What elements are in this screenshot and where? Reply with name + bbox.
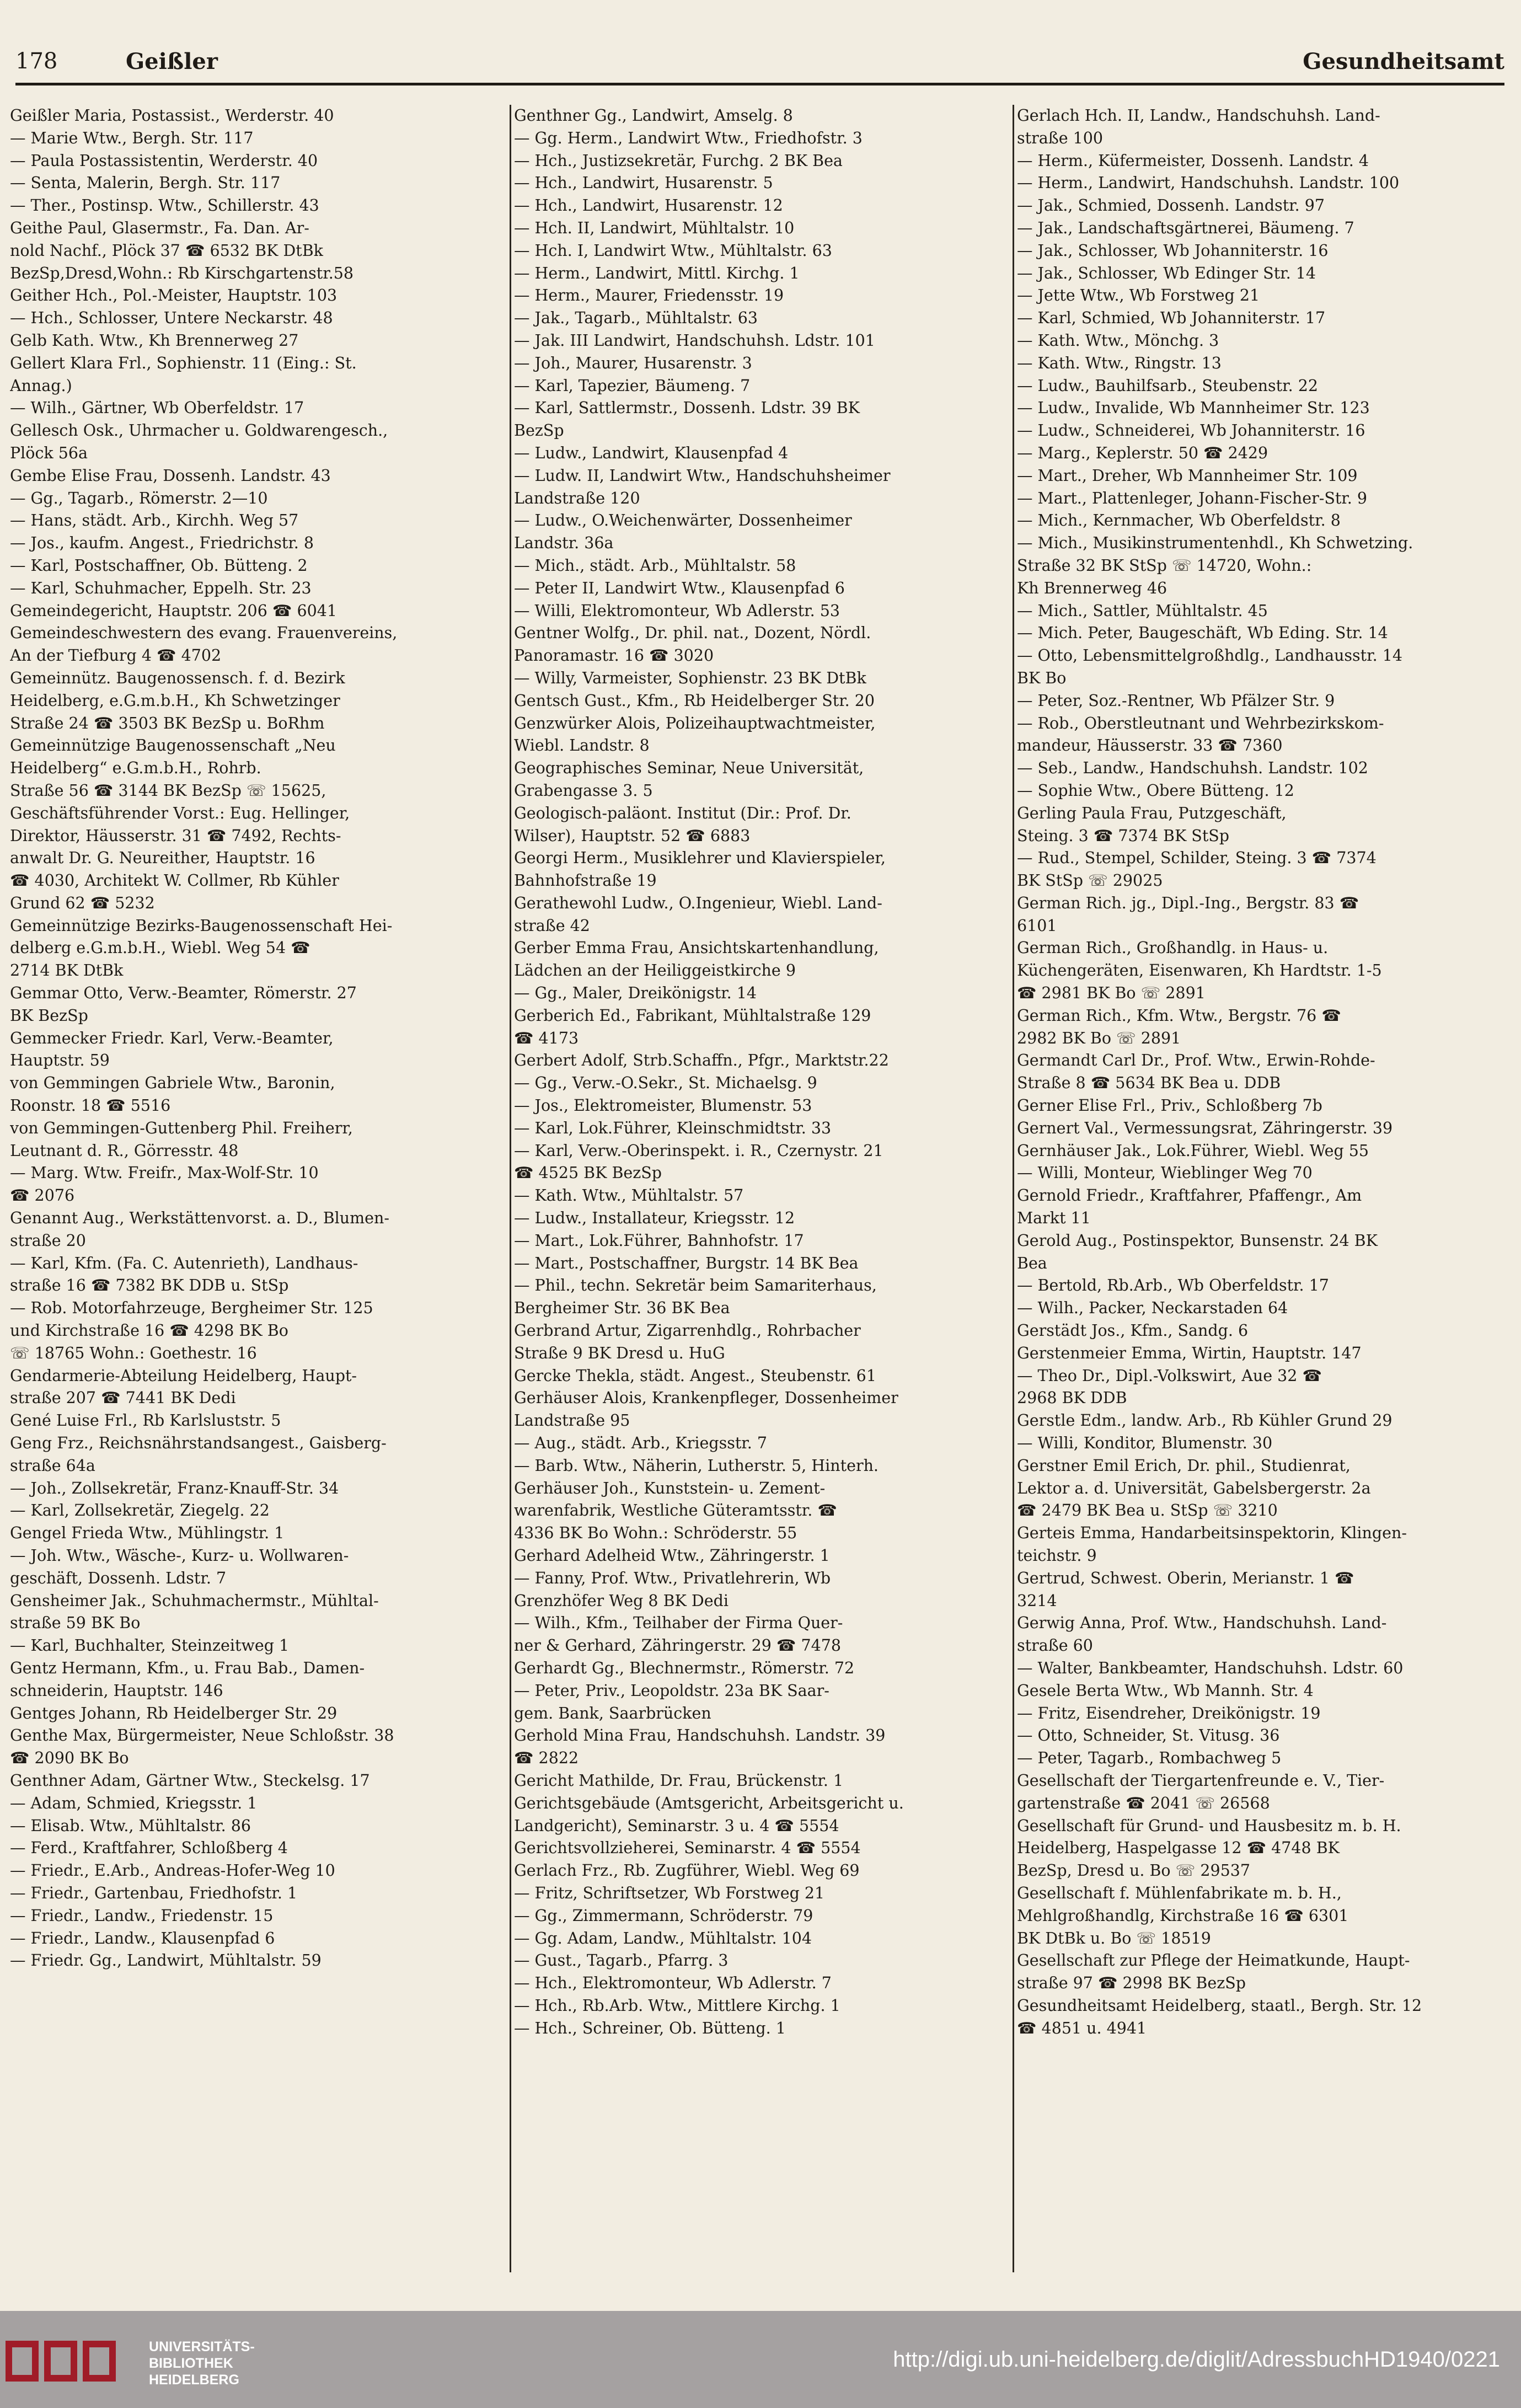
directory-entry-line: — Barb. Wtw., Näherin, Lutherstr. 5, Hinterh. bbox=[514, 1456, 879, 1475]
directory-entry-line: Gernert Val., Vermessungsrat, Zähringerstr. 39 bbox=[1017, 1119, 1393, 1137]
directory-entry-line: — Adam, Schmied, Kriegsstr. 1 bbox=[10, 1794, 258, 1812]
directory-entry-line: — Wilh., Kfm., Teilhaber der Firma Quer- bbox=[514, 1614, 843, 1633]
directory-entry-line: — Gg. Adam, Landw., Mühltalstr. 104 bbox=[514, 1929, 812, 1947]
directory-entry-line: — Friedr., Gartenbau, Friedhofstr. 1 bbox=[10, 1883, 298, 1902]
directory-entry-line: — Jak., Schlosser, Wb Edinger Str. 14 bbox=[1017, 264, 1316, 282]
directory-entry-line: — Hch., Landwirt, Husarenstr. 12 bbox=[514, 196, 783, 215]
directory-entry-line: straße 16 ☎ 7382 BK DDB u. StSp bbox=[10, 1276, 289, 1295]
directory-entry-line: ☏ 18765 Wohn.: Goethestr. 16 bbox=[10, 1344, 257, 1362]
directory-entry-line: straße 20 bbox=[10, 1231, 86, 1250]
directory-entry-line: Grenzhöfer Weg 8 BK Dedi bbox=[514, 1591, 729, 1610]
directory-entry-line: Gerteis Emma, Handarbeitsinspektorin, Klingen- bbox=[1017, 1524, 1407, 1543]
directory-entry-line: von Gemmingen Gabriele Wtw., Baronin, bbox=[10, 1074, 335, 1093]
directory-entry-line: Panoramastr. 16 ☎ 3020 bbox=[514, 646, 714, 665]
directory-entry-line: — Jos., kaufm. Angest., Friedrichstr. 8 bbox=[10, 534, 314, 553]
directory-entry-line: Heidelberg“ e.G.m.b.H., Rohrb. bbox=[10, 759, 261, 778]
directory-entry-line: — Peter, Soz.-Rentner, Wb Pfälzer Str. 9 bbox=[1017, 691, 1335, 710]
directory-entry-line: — Peter, Priv., Leopoldstr. 23a BK Saar- bbox=[514, 1681, 829, 1700]
directory-entry-line: ☎ 2090 BK Bo bbox=[10, 1749, 129, 1768]
directory-entry-line: Geng Frz., Reichsnährstandsangest., Gaisberg- bbox=[10, 1434, 387, 1453]
directory-entry-line: Gengel Frieda Wtw., Mühlingstr. 1 bbox=[10, 1524, 285, 1543]
directory-entry-line: Gertrud, Schwest. Oberin, Merianstr. 1 ☎ bbox=[1017, 1569, 1354, 1587]
directory-entry-line: — Karl, Tapezier, Bäumeng. 7 bbox=[514, 376, 751, 395]
directory-entry-line: Straße 9 BK Dresd u. HuG bbox=[514, 1344, 725, 1362]
directory-entry-line: — Hans, städt. Arb., Kirchh. Weg 57 bbox=[10, 511, 299, 530]
directory-entry-line: Gensheimer Jak., Schuhmachermstr., Mühltal- bbox=[10, 1591, 379, 1610]
directory-entry-line: — Karl, Buchhalter, Steinzeitweg 1 bbox=[10, 1636, 290, 1655]
directory-entry-line: Gerstenmeier Emma, Wirtin, Hauptstr. 147 bbox=[1017, 1344, 1362, 1362]
directory-entry-line: — Jak. III Landwirt, Handschuhsh. Ldstr. 101 bbox=[514, 331, 875, 350]
directory-entry-line: Bergheimer Str. 36 BK Bea bbox=[514, 1299, 730, 1318]
directory-entry-line: Straße 24 ☎ 3503 BK BezSp u. BoRhm bbox=[10, 714, 325, 732]
directory-entry-line: BK DtBk u. Bo ☏ 18519 bbox=[1017, 1929, 1211, 1947]
directory-entry-line: — Mart., Lok.Führer, Bahnhofstr. 17 bbox=[514, 1231, 804, 1250]
directory-entry-line: — Friedr., Landw., Klausenpfad 6 bbox=[10, 1929, 275, 1947]
directory-entry-line: Bahnhofstraße 19 bbox=[514, 871, 657, 890]
directory-entry-line: Heidelberg, e.G.m.b.H., Kh Schwetzinger bbox=[10, 691, 340, 710]
directory-entry-line: — Willi, Konditor, Blumenstr. 30 bbox=[1017, 1434, 1273, 1453]
directory-entry-line: 6101 bbox=[1017, 916, 1057, 935]
directory-entry-line: straße 97 ☎ 2998 BK BezSp bbox=[1017, 1974, 1246, 1993]
directory-entry-line: Gercke Thekla, städt. Angest., Steubenstr. 61 bbox=[514, 1366, 876, 1385]
entry-list-3 bbox=[1017, 105, 1513, 2040]
directory-entry-line: — Hch., Landwirt, Husarenstr. 5 bbox=[514, 174, 773, 192]
directory-entry-line: — Karl, Lok.Führer, Kleinschmidtstr. 33 bbox=[514, 1119, 832, 1137]
directory-entry-line: — Ludw., Invalide, Wb Mannheimer Str. 123 bbox=[1017, 399, 1370, 418]
directory-entry-line: — Karl, Postschaffner, Ob. Bütteng. 2 bbox=[10, 556, 308, 575]
footer-band bbox=[0, 2311, 1521, 2408]
directory-entry-line: — Karl, Zollsekretär, Ziegelg. 22 bbox=[10, 1501, 270, 1520]
entry-list-1 bbox=[10, 105, 506, 1972]
logo-line: BIBLIOTHEK bbox=[149, 2356, 233, 2371]
directory-entry-line: Mehlgroßhandlg, Kirchstraße 16 ☎ 6301 bbox=[1017, 1906, 1349, 1925]
directory-entry-line: — Hch. II, Landwirt, Mühltalstr. 10 bbox=[514, 218, 795, 237]
directory-entry-line: Gerichtsvollzieherei, Seminarstr. 4 ☎ 5554 bbox=[514, 1839, 861, 1858]
directory-entry-line: — Ther., Postinsp. Wtw., Schillerstr. 43 bbox=[10, 196, 319, 215]
directory-entry-line: Gerber Emma Frau, Ansichtskartenhandlung, bbox=[514, 939, 879, 957]
directory-entry-line: — Ludw. II, Landwirt Wtw., Handschuhsheimer bbox=[514, 466, 891, 485]
directory-entry-line: Gembe Elise Frau, Dossenh. Landstr. 43 bbox=[10, 466, 331, 485]
directory-entry-line: straße 60 bbox=[1017, 1636, 1093, 1655]
directory-entry-line: Gentner Wolfg., Dr. phil. nat., Dozent, Nördl. bbox=[514, 624, 871, 643]
directory-entry-line: Küchengeräten, Eisenwaren, Kh Hardtstr. 1-5 bbox=[1017, 961, 1382, 980]
directory-entry-line: Gentz Hermann, Kfm., u. Frau Bab., Damen- bbox=[10, 1658, 365, 1677]
directory-entry-line: — Wilh., Packer, Neckarstaden 64 bbox=[1017, 1299, 1288, 1318]
directory-entry-line: und Kirchstraße 16 ☎ 4298 BK Bo bbox=[10, 1321, 288, 1340]
directory-entry-line: — Mich., Musikinstrumentenhdl., Kh Schwetzing. bbox=[1017, 534, 1413, 553]
directory-entry-line: Germandt Carl Dr., Prof. Wtw., Erwin-Rohde- bbox=[1017, 1051, 1375, 1070]
directory-entry-line: Gerhold Mina Frau, Handschuhsh. Landstr. 39 bbox=[514, 1726, 886, 1745]
directory-entry-line: — Joh. Wtw., Wäsche-, Kurz- u. Wollwaren- bbox=[10, 1547, 349, 1565]
directory-entry-line: — Theo Dr., Dipl.-Volkswirt, Aue 32 ☎ bbox=[1017, 1366, 1322, 1385]
directory-entry-line: Gemeindegericht, Hauptstr. 206 ☎ 6041 bbox=[10, 601, 337, 620]
directory-entry-line: 2714 BK DtBk bbox=[10, 961, 124, 980]
directory-entry-line: Annag.) bbox=[10, 376, 72, 395]
directory-entry-line: Gerhardt Gg., Blechnermstr., Römerstr. 72 bbox=[514, 1658, 855, 1677]
directory-entry-line: ☎ 2981 BK Bo ☏ 2891 bbox=[1017, 984, 1206, 1003]
directory-entry-line: ☎ 4851 u. 4941 bbox=[1017, 2019, 1147, 2037]
page-number: 178 bbox=[15, 49, 58, 74]
directory-entry-line: — Rud., Stempel, Schilder, Steing. 3 ☎ 7374 bbox=[1017, 849, 1377, 868]
directory-entry-line: 3214 bbox=[1017, 1591, 1057, 1610]
directory-entry-line: Gendarmerie-Abteilung Heidelberg, Haupt- bbox=[10, 1366, 357, 1385]
directory-entry-line: straße 207 ☎ 7441 BK Dedi bbox=[10, 1389, 236, 1408]
directory-entry-line: Gerner Elise Frl., Priv., Schloßberg 7b bbox=[1017, 1096, 1322, 1115]
directory-entry-line: Gemeinnützige Bezirks-Baugenossenschaft Hei- bbox=[10, 916, 393, 935]
directory-entry-line: — Willi, Elektromonteur, Wb Adlerstr. 53 bbox=[514, 601, 840, 620]
directory-entry-line: — Hch., Rb.Arb. Wtw., Mittlere Kirchg. 1 bbox=[514, 1996, 840, 2015]
directory-entry-line: — Seb., Landw., Handschuhsh. Landstr. 102 bbox=[1017, 759, 1368, 778]
directory-entry-line: An der Tiefburg 4 ☎ 4702 bbox=[10, 646, 222, 665]
logo-text bbox=[149, 2339, 255, 2388]
directory-entry-line: — Otto, Schneider, St. Vitusg. 36 bbox=[1017, 1726, 1280, 1745]
directory-entry-line: ☎ 4173 bbox=[514, 1029, 579, 1047]
directory-entry-line: ☎ 4525 BK BezSp bbox=[514, 1164, 662, 1182]
directory-entry-line: Grabengasse 3. 5 bbox=[514, 781, 653, 800]
directory-entry-line: — Mart., Plattenleger, Johann-Fischer-Str. 9 bbox=[1017, 489, 1368, 507]
directory-entry-line: Geißler Maria, Postassist., Werderstr. 40 bbox=[10, 106, 334, 125]
directory-entry-line: — Herm., Landwirt, Mittl. Kirchg. 1 bbox=[514, 264, 800, 282]
directory-entry-line: Gerstle Edm., landw. Arb., Rb Kühler Grund 29 bbox=[1017, 1411, 1393, 1430]
directory-entry-line: Gentges Johann, Rb Heidelberger Str. 29 bbox=[10, 1704, 338, 1722]
directory-entry-line: — Phil., techn. Sekretär beim Samariterhaus, bbox=[514, 1276, 877, 1295]
page-header bbox=[15, 49, 1504, 82]
directory-entry-line: Gernold Friedr., Kraftfahrer, Pfaffengr., Am bbox=[1017, 1186, 1362, 1205]
directory-entry-line: Steing. 3 ☎ 7374 BK StSp bbox=[1017, 826, 1230, 845]
directory-entry-line: — Friedr. Gg., Landwirt, Mühltalstr. 59 bbox=[10, 1951, 322, 1970]
directory-entry-line: Geithe Paul, Glasermstr., Fa. Dan. Ar- bbox=[10, 218, 309, 237]
directory-entry-line: Geographisches Seminar, Neue Universität, bbox=[514, 759, 864, 778]
directory-entry-line: Gericht Mathilde, Dr. Frau, Brückenstr. 1 bbox=[514, 1771, 844, 1790]
directory-entry-line: von Gemmingen-Guttenberg Phil. Freiherr, bbox=[10, 1119, 353, 1137]
directory-entry-line: — Friedr., E.Arb., Andreas-Hofer-Weg 10 bbox=[10, 1861, 335, 1880]
directory-entry-line: — Mich., städt. Arb., Mühltalstr. 58 bbox=[514, 556, 796, 575]
directory-entry-line: 4336 BK Bo Wohn.: Schröderstr. 55 bbox=[514, 1524, 797, 1543]
directory-entry-line: Gerold Aug., Postinspektor, Bunsenstr. 24 BK bbox=[1017, 1231, 1378, 1250]
directory-entry-line: Gemeinnütz. Baugenossensch. f. d. Bezirk bbox=[10, 668, 345, 687]
directory-entry-line: — Mich., Sattler, Mühltalstr. 45 bbox=[1017, 601, 1268, 620]
directory-entry-line: Direktor, Häusserstr. 31 ☎ 7492, Rechts- bbox=[10, 826, 341, 845]
directory-entry-line: Gesundheitsamt Heidelberg, staatl., Bergh. Str. 12 bbox=[1017, 1996, 1422, 2015]
directory-entry-line: straße 64a bbox=[10, 1456, 95, 1475]
directory-entry-line: — Hch., Schreiner, Ob. Bütteng. 1 bbox=[514, 2019, 786, 2037]
directory-entry-line: Gesele Berta Wtw., Wb Mannh. Str. 4 bbox=[1017, 1681, 1314, 1700]
directory-entry-line: BK Bo bbox=[1017, 668, 1067, 687]
directory-entry-line: — Senta, Malerin, Bergh. Str. 117 bbox=[10, 174, 281, 192]
entry-list-2 bbox=[514, 105, 1009, 2040]
directory-entry-line: Landstr. 36a bbox=[514, 534, 614, 553]
directory-entry-line: — Kath. Wtw., Mönchg. 3 bbox=[1017, 331, 1219, 350]
library-logo-icon bbox=[6, 2336, 138, 2386]
directory-entry-line: ☎ 2076 bbox=[10, 1186, 75, 1205]
directory-entry-line: — Paula Postassistentin, Werderstr. 40 bbox=[10, 151, 318, 170]
directory-entry-line: — Karl, Verw.-Oberinspekt. i. R., Czernystr. 21 bbox=[514, 1141, 883, 1160]
directory-entry-line: delberg e.G.m.b.H., Wiebl. Weg 54 ☎ bbox=[10, 939, 310, 957]
logo-line: HEIDELBERG bbox=[149, 2372, 239, 2388]
directory-entry-line: BK StSp ☏ 29025 bbox=[1017, 871, 1163, 890]
directory-entry-line: — Rob., Oberstleutnant und Wehrbezirkskom- bbox=[1017, 714, 1384, 732]
directory-entry-line: Grund 62 ☎ 5232 bbox=[10, 893, 155, 912]
directory-entry-line: — Sophie Wtw., Obere Bütteng. 12 bbox=[1017, 781, 1294, 800]
directory-entry-line: BezSp,Dresd,Wohn.: Rb Kirschgartenstr.58 bbox=[10, 264, 354, 282]
directory-entry-line: — Jak., Schmied, Dossenh. Landstr. 97 bbox=[1017, 196, 1325, 215]
directory-entry-line: — Ludw., Landwirt, Klausenpfad 4 bbox=[514, 443, 789, 462]
directory-entry-line: Gesellschaft zur Pflege der Heimatkunde, Haupt- bbox=[1017, 1951, 1410, 1970]
directory-entry-line: Plöck 56a bbox=[10, 443, 88, 462]
directory-entry-line: straße 100 bbox=[1017, 129, 1104, 147]
directory-entry-line: Gerstner Emil Erich, Dr. phil., Studienrat, bbox=[1017, 1456, 1351, 1475]
directory-entry-line: — Willi, Monteur, Wieblinger Weg 70 bbox=[1017, 1164, 1313, 1182]
directory-entry-line: German Rich., Kfm. Wtw., Bergstr. 76 ☎ bbox=[1017, 1006, 1341, 1025]
directory-entry-line: — Mich., Kernmacher, Wb Oberfeldstr. 8 bbox=[1017, 511, 1341, 530]
directory-entry-line: Gerling Paula Frau, Putzgeschäft, bbox=[1017, 804, 1287, 822]
directory-entry-line: teichstr. 9 bbox=[1017, 1547, 1097, 1565]
directory-entry-line: — Herm., Landwirt, Handschuhsh. Landstr. 100 bbox=[1017, 174, 1400, 192]
directory-entry-line: — Joh., Zollsekretär, Franz-Knauff-Str. 34 bbox=[10, 1479, 339, 1497]
directory-entry-line: — Otto, Lebensmittelgroßhdlg., Landhausstr. 14 bbox=[1017, 646, 1403, 665]
directory-entry-line: Gernhäuser Jak., Lok.Führer, Wiebl. Weg 55 bbox=[1017, 1141, 1369, 1160]
directory-entry-line: — Karl, Schmied, Wb Johanniterstr. 17 bbox=[1017, 309, 1326, 328]
directory-entry-line: — Ludw., O.Weichenwärter, Dossenheimer bbox=[514, 511, 852, 530]
directory-entry-line: — Gg., Tagarb., Römerstr. 2—10 bbox=[10, 489, 268, 507]
directory-entry-line: — Mich. Peter, Baugeschäft, Wb Eding. Str. 14 bbox=[1017, 624, 1388, 643]
directory-entry-line: Gerwig Anna, Prof. Wtw., Handschuhsh. Land- bbox=[1017, 1614, 1387, 1633]
directory-entry-line: — Jos., Elektromeister, Blumenstr. 53 bbox=[514, 1096, 812, 1115]
directory-entry-line: — Rob. Motorfahrzeuge, Bergheimer Str. 125 bbox=[10, 1299, 373, 1318]
directory-entry-line: Gelb Kath. Wtw., Kh Brennerweg 27 bbox=[10, 331, 299, 350]
directory-entry-line: — Marg., Keplerstr. 50 ☎ 2429 bbox=[1017, 443, 1268, 462]
directory-entry-line: — Joh., Maurer, Husarenstr. 3 bbox=[514, 354, 752, 372]
directory-entry-line: — Ludw., Schneiderei, Wb Johanniterstr. 16 bbox=[1017, 421, 1365, 440]
directory-entry-line: Geither Hch., Pol.-Meister, Hauptstr. 103 bbox=[10, 286, 338, 305]
directory-entry-line: Gesellschaft für Grund- und Hausbesitz m. b. H. bbox=[1017, 1816, 1401, 1835]
logo-line: UNIVERSITÄTS- bbox=[149, 2339, 255, 2355]
directory-entry-line: — Elisab. Wtw., Mühltalstr. 86 bbox=[10, 1816, 251, 1835]
directory-entry-line: German Rich. jg., Dipl.-Ing., Bergstr. 83 ☎ bbox=[1017, 893, 1359, 912]
directory-entry-line: Roonstr. 18 ☎ 5516 bbox=[10, 1096, 171, 1115]
column-1 bbox=[10, 105, 506, 2272]
directory-entry-line: mandeur, Häusserstr. 33 ☎ 7360 bbox=[1017, 736, 1283, 755]
directory-entry-line: Gemeindeschwestern des evang. Frauenvereins, bbox=[10, 624, 398, 643]
directory-entry-line: — Karl, Schuhmacher, Eppelh. Str. 23 bbox=[10, 579, 312, 597]
directory-entry-line: anwalt Dr. G. Neureither, Hauptstr. 16 bbox=[10, 849, 315, 868]
directory-entry-line: Gerbert Adolf, Strb.Schaffn., Pfgr., Marktstr.22 bbox=[514, 1051, 889, 1070]
university-library-logo bbox=[0, 2333, 265, 2394]
directory-entry-line: — Willy, Varmeister, Sophienstr. 23 BK DtBk bbox=[514, 668, 866, 687]
directory-entry-line: Heidelberg, Haspelgasse 12 ☎ 4748 BK bbox=[1017, 1839, 1340, 1858]
directory-entry-line: Bea bbox=[1017, 1254, 1047, 1272]
directory-entry-line: Gerhäuser Alois, Krankenpfleger, Dossenheimer bbox=[514, 1389, 898, 1408]
directory-entry-line: Lektor a. d. Universität, Gabelsbergerstr. 2a bbox=[1017, 1479, 1371, 1497]
directory-entry-line: Lädchen an der Heiliggeistkirche 9 bbox=[514, 961, 796, 980]
directory-entry-line: Gerathewohl Ludw., O.Ingenieur, Wiebl. Land- bbox=[514, 893, 882, 912]
directory-entry-line: — Gg., Verw.-O.Sekr., St. Michaelsg. 9 bbox=[514, 1074, 817, 1093]
directory-entry-line: — Mart., Postschaffner, Burgstr. 14 BK Bea bbox=[514, 1254, 859, 1272]
directory-entry-line: — Peter, Tagarb., Rombachweg 5 bbox=[1017, 1749, 1282, 1768]
directory-entry-line: nold Nachf., Plöck 37 ☎ 6532 BK DtBk bbox=[10, 241, 323, 260]
directory-entry-line: Gerhard Adelheid Wtw., Zähringerstr. 1 bbox=[514, 1547, 830, 1565]
directory-entry-line: schneiderin, Hauptstr. 146 bbox=[10, 1681, 223, 1700]
directory-entry-line: ner & Gerhard, Zähringerstr. 29 ☎ 7478 bbox=[514, 1636, 842, 1655]
directory-entry-line: Gerhäuser Joh., Kunststein- u. Zement- bbox=[514, 1479, 826, 1497]
directory-entry-line: Markt 11 bbox=[1017, 1209, 1091, 1228]
column-3 bbox=[1017, 105, 1513, 2272]
directory-entry-line: — Bertold, Rb.Arb., Wb Oberfeldstr. 17 bbox=[1017, 1276, 1329, 1295]
directory-entry-line: warenfabrik, Westliche Güteramtsstr. ☎ bbox=[514, 1501, 837, 1520]
directory-entry-line: — Hch., Justizsekretär, Furchg. 2 BK Bea bbox=[514, 151, 843, 170]
directory-entry-line: — Fritz, Schriftsetzer, Wb Forstweg 21 bbox=[514, 1883, 825, 1902]
directory-entry-line: Gesellschaft der Tiergartenfreunde e. V., Tier- bbox=[1017, 1771, 1385, 1790]
directory-entry-line: Landstraße 120 bbox=[514, 489, 640, 507]
left-running-title: Geißler bbox=[126, 49, 218, 74]
header-rule bbox=[15, 83, 1504, 85]
directory-entry-line: — Karl, Kfm. (Fa. C. Autenrieth), Landhaus- bbox=[10, 1254, 358, 1272]
directory-entry-line: BK BezSp bbox=[10, 1006, 88, 1025]
directory-entry-line: Georgi Herm., Musiklehrer und Klavierspieler, bbox=[514, 849, 886, 868]
directory-entry-line: Geologisch-paläont. Institut (Dir.: Prof. Dr. bbox=[514, 804, 851, 822]
directory-entry-line: — Fanny, Prof. Wtw., Privatlehrerin, Wb bbox=[514, 1569, 831, 1587]
directory-entry-line: BezSp, Dresd u. Bo ☏ 29537 bbox=[1017, 1861, 1250, 1880]
directory-entry-line: Gerstädt Jos., Kfm., Sandg. 6 bbox=[1017, 1321, 1249, 1340]
directory-entry-line: — Ferd., Kraftfahrer, Schloßberg 4 bbox=[10, 1839, 288, 1858]
directory-entry-line: — Friedr., Landw., Friedenstr. 15 bbox=[10, 1906, 274, 1925]
directory-entry-line: — Marg. Wtw. Freifr., Max-Wolf-Str. 10 bbox=[10, 1164, 319, 1182]
directory-entry-line: Geschäftsführender Vorst.: Eug. Hellinger, bbox=[10, 804, 350, 822]
directory-entry-line: — Hch. I, Landwirt Wtw., Mühltalstr. 63 bbox=[514, 241, 832, 260]
right-running-title: Gesundheitsamt bbox=[1303, 49, 1504, 74]
directory-entry-line: Genannt Aug., Werkstättenvorst. a. D., Blumen- bbox=[10, 1209, 389, 1228]
directory-entry-line: 2982 BK Bo ☏ 2891 bbox=[1017, 1029, 1181, 1047]
directory-entry-line: — Herm., Küfermeister, Dossenh. Landstr. 4 bbox=[1017, 151, 1369, 170]
column-divider-2 bbox=[1013, 105, 1014, 2272]
directory-entry-line: Gentsch Gust., Kfm., Rb Heidelberger Str. 20 bbox=[514, 691, 875, 710]
column-divider-1 bbox=[510, 105, 511, 2272]
directory-entry-line: 2968 BK DDB bbox=[1017, 1389, 1127, 1408]
directory-entry-line: — Kath. Wtw., Ringstr. 13 bbox=[1017, 354, 1222, 372]
directory-entry-line: — Herm., Maurer, Friedensstr. 19 bbox=[514, 286, 784, 305]
directory-entry-line: Landgericht), Seminarstr. 3 u. 4 ☎ 5554 bbox=[514, 1816, 839, 1835]
directory-entry-line: Gemmecker Friedr. Karl, Verw.-Beamter, bbox=[10, 1029, 334, 1047]
directory-entry-line: ☎ 2822 bbox=[514, 1749, 579, 1768]
directory-entry-line: BezSp bbox=[514, 421, 564, 440]
directory-entry-line: Wiebl. Landstr. 8 bbox=[514, 736, 650, 755]
directory-entry-line: Genthner Adam, Gärtner Wtw., Steckelsg. 17 bbox=[10, 1771, 370, 1790]
directory-entry-line: Gellert Klara Frl., Sophienstr. 11 (Eing.: St. bbox=[10, 354, 357, 372]
directory-entry-line: Wilser), Hauptstr. 52 ☎ 6883 bbox=[514, 826, 751, 845]
directory-entry-line: — Ludw., Bauhilfsarb., Steubenstr. 22 bbox=[1017, 376, 1318, 395]
directory-entry-line: Genthe Max, Bürgermeister, Neue Schloßstr. 38 bbox=[10, 1726, 394, 1745]
directory-entry-line: — Hch., Schlosser, Untere Neckarstr. 48 bbox=[10, 309, 333, 328]
directory-entry-line: — Walter, Bankbeamter, Handschuhsh. Ldstr. 60 bbox=[1017, 1658, 1404, 1677]
directory-entry-line: Straße 8 ☎ 5634 BK Bea u. DDB bbox=[1017, 1074, 1281, 1093]
directory-entry-line: Genzwürker Alois, Polizeihauptwachtmeister, bbox=[514, 714, 876, 732]
source-url[interactable]: http://digi.ub.uni-heidelberg.de/diglit/AdressbuchHD1940/0221 bbox=[893, 2347, 1500, 2372]
directory-entry-line: Hauptstr. 59 bbox=[10, 1051, 110, 1070]
directory-entry-line: Straße 56 ☎ 3144 BK BezSp ☏ 15625, bbox=[10, 781, 326, 800]
directory-entry-line: gem. Bank, Saarbrücken bbox=[514, 1704, 711, 1722]
directory-entry-line: Gellesch Osk., Uhrmacher u. Goldwarengesch., bbox=[10, 421, 388, 440]
directory-entry-line: — Kath. Wtw., Mühltalstr. 57 bbox=[514, 1186, 744, 1205]
directory-entry-line: straße 59 BK Bo bbox=[10, 1614, 141, 1633]
directory-entry-line: Landstraße 95 bbox=[514, 1411, 630, 1430]
directory-entry-line: — Marie Wtw., Bergh. Str. 117 bbox=[10, 129, 254, 147]
directory-entry-line: German Rich., Großhandlg. in Haus- u. bbox=[1017, 939, 1329, 957]
directory-entry-line: gartenstraße ☎ 2041 ☏ 26568 bbox=[1017, 1794, 1270, 1812]
directory-entry-line: — Karl, Sattlermstr., Dossenh. Ldstr. 39 BK bbox=[514, 399, 860, 418]
directory-entry-line: ☎ 2479 BK Bea u. StSp ☏ 3210 bbox=[1017, 1501, 1278, 1520]
directory-entry-line: Leutnant d. R., Görresstr. 48 bbox=[10, 1141, 239, 1160]
directory-entry-line: Gené Luise Frl., Rb Karlsluststr. 5 bbox=[10, 1411, 281, 1430]
directory-entry-line: Gesellschaft f. Mühlenfabrikate m. b. H., bbox=[1017, 1883, 1342, 1902]
directory-entry-line: — Peter II, Landwirt Wtw., Klausenpfad 6 bbox=[514, 579, 845, 597]
directory-entry-line: — Gust., Tagarb., Pfarrg. 3 bbox=[514, 1951, 729, 1970]
directory-entry-line: — Jak., Tagarb., Mühltalstr. 63 bbox=[514, 309, 758, 328]
directory-entry-line: Kh Brennerweg 46 bbox=[1017, 579, 1167, 597]
directory-entry-line: Gemeinnützige Baugenossenschaft „Neu bbox=[10, 736, 336, 755]
directory-entry-line: geschäft, Dossenh. Ldstr. 7 bbox=[10, 1569, 227, 1587]
directory-entry-line: — Aug., städt. Arb., Kriegsstr. 7 bbox=[514, 1434, 768, 1453]
directory-entry-line: Gerlach Frz., Rb. Zugführer, Wiebl. Weg 69 bbox=[514, 1861, 860, 1880]
directory-entry-line: straße 42 bbox=[514, 916, 590, 935]
directory-entry-line: — Ludw., Installateur, Kriegsstr. 12 bbox=[514, 1209, 795, 1228]
directory-entry-line: — Gg., Zimmermann, Schröderstr. 79 bbox=[514, 1906, 813, 1925]
directory-entry-line: — Mart., Dreher, Wb Mannheimer Str. 109 bbox=[1017, 466, 1358, 485]
directory-entry-line: — Gg., Maler, Dreikönigstr. 14 bbox=[514, 984, 757, 1003]
directory-entry-line: ☎ 4030, Architekt W. Collmer, Rb Kühler bbox=[10, 871, 339, 890]
directory-entry-line: Straße 32 BK StSp ☏ 14720, Wohn.: bbox=[1017, 556, 1312, 575]
directory-entry-line: — Wilh., Gärtner, Wb Oberfeldstr. 17 bbox=[10, 399, 304, 418]
directory-entry-line: Gerichtsgebäude (Amtsgericht, Arbeitsgericht u. bbox=[514, 1794, 904, 1812]
directory-entry-line: Gerberich Ed., Fabrikant, Mühltalstraße 129 bbox=[514, 1006, 871, 1025]
directory-entry-line: Genthner Gg., Landwirt, Amselg. 8 bbox=[514, 106, 793, 125]
column-2 bbox=[514, 105, 1009, 2272]
directory-entry-line: — Fritz, Eisendreher, Dreikönigstr. 19 bbox=[1017, 1704, 1321, 1722]
directory-entry-line: Gemmar Otto, Verw.-Beamter, Römerstr. 27 bbox=[10, 984, 357, 1003]
directory-entry-line: — Jak., Schlosser, Wb Johanniterstr. 16 bbox=[1017, 241, 1329, 260]
directory-entry-line: — Gg. Herm., Landwirt Wtw., Friedhofstr. 3 bbox=[514, 129, 863, 147]
directory-entry-line: Gerbrand Artur, Zigarrenhdlg., Rohrbacher bbox=[514, 1321, 861, 1340]
directory-entry-line: Gerlach Hch. II, Landw., Handschuhsh. Land- bbox=[1017, 106, 1380, 125]
directory-entry-line: — Jette Wtw., Wb Forstweg 21 bbox=[1017, 286, 1260, 305]
directory-entry-line: — Jak., Landschaftsgärtnerei, Bäumeng. 7 bbox=[1017, 218, 1354, 237]
directory-entry-line: — Hch., Elektromonteur, Wb Adlerstr. 7 bbox=[514, 1974, 832, 1993]
